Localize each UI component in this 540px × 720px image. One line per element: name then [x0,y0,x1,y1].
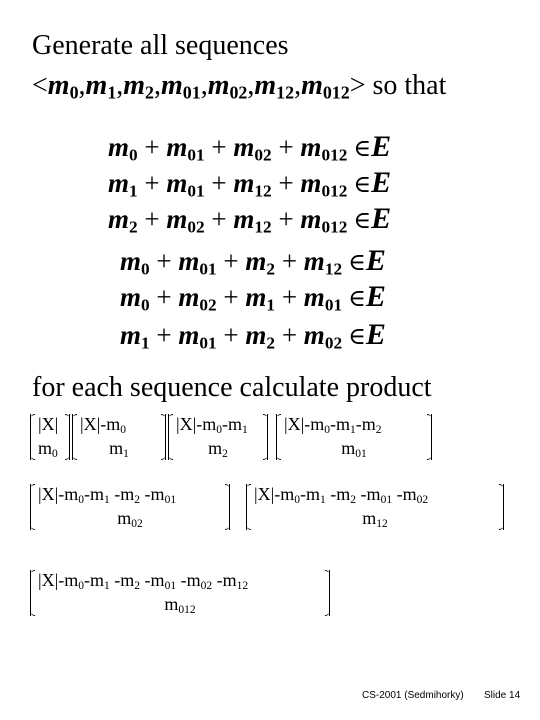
binomial-coefficient [276,414,432,460]
left-paren [246,484,254,530]
binomial-coefficient [72,414,166,460]
binomial-coefficient [30,484,230,530]
seq-variable [254,70,294,101]
var-subscript: 0 [129,145,138,165]
plus-sign: + [149,246,179,276]
var-base: m [120,282,142,312]
var-base: m [178,246,200,276]
binomial-top: $|X|-m_0$ [80,414,126,436]
binomial-top: |X| [38,414,59,434]
right-paren [322,570,330,616]
binom-subscript: 1 [123,447,129,460]
var-base: m [300,168,322,198]
condition-term [178,246,217,279]
condition-term [300,168,348,201]
binom-subscript: 01 [355,447,367,460]
binomial-top: $|X|-m_0-m_1$ $-m_2$ $-m_{01}$ [38,484,177,506]
footer-credit: CS-2001 (Sedmihorky) [362,690,464,701]
binomial-top: $|X|-m_0-m_1-m_2$ [284,414,382,436]
condition-term [245,320,276,353]
condition-term [300,132,348,165]
plus-sign: + [149,320,179,350]
var-base: m [178,282,200,312]
var-subscript: 01 [324,295,343,315]
condition-line [120,244,386,278]
condition-term [245,282,276,315]
var-subscript: 02 [187,217,205,237]
condition-term [233,204,272,237]
var-base: m [303,320,325,350]
var-base: m [245,282,267,312]
binom-subscript: 1 [104,493,110,506]
right-paren [222,484,230,530]
binomial-bottom: $m_2$ [208,438,228,460]
sequence-items [48,70,350,101]
left-paren [168,414,176,460]
seq-comma: , [200,70,208,101]
var-base: m [108,204,130,234]
plus-sign: + [216,320,246,350]
binom-subscript: 01 [164,493,177,506]
seq-variable [48,70,79,101]
binom-subscript: 1 [320,493,326,506]
plus-sign: + [204,132,234,162]
var-base: m [120,246,142,276]
binom-subscript: 12 [376,517,388,530]
seq-comma: , [294,70,302,101]
plus-sign: + [216,282,246,312]
condition-term [233,132,272,165]
sequence-definition [32,70,446,102]
product-heading: for each sequence calculate product [32,372,432,403]
set-e-symbol: E [371,130,392,163]
condition-term [108,168,138,201]
element-of-symbol: ∈ [342,324,366,350]
right-paren [62,414,70,460]
seq-variable [208,70,248,101]
left-paren [30,570,38,616]
condition-term [303,246,343,279]
var-base: m [300,132,322,162]
condition-term [300,204,348,237]
binomial-top: $|X|-m_0-m_1$ $-m_2$ $-m_{01}$ $-m_{02}$ [254,484,429,506]
condition-term [120,282,150,315]
var-base: m [233,132,255,162]
seq-comma: , [116,70,124,101]
set-e-symbol: E [371,202,392,235]
var-subscript: 1 [129,181,138,201]
var-base: m [245,320,267,350]
plus-sign: + [216,246,246,276]
plus-sign: + [271,168,301,198]
var-base: m [47,70,70,101]
binom-subscript: 1 [242,423,248,436]
condition-term [108,204,138,237]
seq-comma: , [154,70,161,101]
set-e-symbol: E [365,280,386,313]
var-base: m [301,70,323,101]
binom-subscript: 2 [134,579,141,592]
condition-term [303,282,343,315]
plus-sign: + [137,168,167,198]
plus-sign: + [275,282,304,312]
binomial-coefficient [30,414,70,460]
binomial-top: $|X|-m_0-m_1$ $-m_2$ $-m_{01}$ $-m_{02}$ $-m_{12}$ [38,570,249,592]
binom-subscript: 0 [78,493,84,506]
plus-sign: + [204,168,234,198]
binom-subscript: 0 [52,447,58,460]
plus-sign: + [149,282,179,312]
var-base: m [108,132,130,162]
binomial-bottom: $m_{12}$ [362,508,388,530]
var-subscript: 01 [182,82,201,103]
var-base: m [85,70,108,101]
condition-term [120,320,150,353]
binom-subscript: 0 [78,579,84,592]
binom-subscript: 1 [350,423,356,436]
right-paren [496,484,504,530]
binom-subscript: 1 [104,579,110,592]
condition-term [120,246,150,279]
footer-slide-number: Slide 14 [484,690,521,701]
seq-comma: , [78,70,86,101]
var-subscript: 012 [322,82,350,103]
plus-sign: + [137,132,167,162]
seq-variable [86,70,117,101]
binomial-bottom: $m_{01}$ [341,438,367,460]
element-of-symbol: ∈ [342,250,366,276]
plus-sign: + [275,246,304,276]
right-paren [260,414,268,460]
binom-subscript: 0 [324,423,330,436]
var-subscript: 1 [266,295,276,315]
condition-line [108,202,391,236]
var-subscript: 01 [199,333,217,353]
var-base: m [161,70,183,101]
var-subscript: 012 [321,181,348,201]
var-subscript: 1 [141,333,150,353]
var-base: m [166,168,188,198]
condition-term [233,168,272,201]
plus-sign: + [137,204,167,234]
binom-subscript: 2 [222,447,228,460]
element-of-symbol: ∈ [347,172,372,198]
seq-comma: , [247,70,255,101]
binom-subscript: 2 [375,423,382,436]
binomial-bottom: $m_0$ [38,438,58,460]
binom-subscript: 2 [134,493,141,506]
var-subscript: 0 [141,259,150,279]
binomial-coefficient [246,484,504,530]
var-base: m [178,320,200,350]
var-subscript: 012 [321,217,348,237]
left-paren [276,414,284,460]
element-of-symbol: ∈ [347,208,372,234]
var-base: m [245,246,267,276]
binom-subscript: 01 [380,493,393,506]
seq-suffix: so that [365,70,447,101]
set-e-symbol: E [365,318,386,351]
var-subscript: 02 [199,295,217,315]
plus-sign: + [271,204,301,234]
var-subscript: 02 [254,145,272,165]
seq-close-bracket: > [349,70,366,101]
seq-variable [161,70,201,101]
var-base: m [233,168,255,198]
condition-term [245,246,276,279]
left-paren [30,414,38,460]
binom-subscript: 01 [164,579,177,592]
condition-line [108,166,391,200]
var-base: m [254,70,277,101]
binomial-bottom: $m_1$ [109,438,129,460]
var-subscript: 2 [129,217,138,237]
binomial-bottom: $m_{012}$ [164,594,196,616]
seq-variable [301,70,350,101]
plus-sign: + [271,132,301,162]
left-paren [72,414,80,460]
condition-term [166,204,205,237]
right-paren [424,414,432,460]
plus-sign: + [204,204,234,234]
var-subscript: 01 [199,259,217,279]
binom-subscript: 0 [120,423,126,436]
condition-term [166,168,205,201]
binom-subscript: 012 [178,603,196,616]
var-subscript: 2 [145,82,154,103]
var-base: m [233,204,255,234]
var-subscript: 01 [187,145,205,165]
var-base: m [207,70,230,101]
slide-title-line1: Generate all sequences [32,30,289,61]
binomial-coefficient [168,414,268,460]
var-subscript: 01 [187,181,205,201]
var-base: m [303,282,325,312]
condition-line [108,130,391,164]
var-subscript: 02 [324,333,343,353]
var-subscript: 2 [266,259,276,279]
var-base: m [300,204,322,234]
right-paren [158,414,166,460]
var-subscript: 12 [254,217,272,237]
condition-line [120,280,386,314]
binom-subscript: 0 [294,493,300,506]
seq-open-bracket: < [32,70,48,101]
binomial-top: $|X|-m_0-m_1$ [176,414,248,436]
var-base: m [123,70,146,101]
binom-subscript: 12 [236,579,249,592]
var-base: m [120,320,142,350]
var-subscript: 12 [276,82,295,103]
binom-subscript: 02 [416,493,429,506]
condition-term [303,320,343,353]
var-subscript: 12 [254,181,272,201]
element-of-symbol: ∈ [347,136,372,162]
set-e-symbol: E [371,166,392,199]
binom-subscript: 0 [216,423,222,436]
var-subscript: 02 [229,82,248,103]
var-subscript: 012 [321,145,348,165]
var-subscript: 2 [266,333,276,353]
condition-term [178,282,217,315]
var-base: m [108,168,130,198]
var-subscript: 0 [69,82,79,103]
binomial-coefficient [30,570,330,616]
var-base: m [303,246,325,276]
var-subscript: 12 [324,259,343,279]
var-base: m [166,204,188,234]
element-of-symbol: ∈ [342,286,366,312]
condition-term [166,132,205,165]
condition-line [120,318,386,352]
binom-subscript: 02 [131,517,143,530]
binom-subscript: 02 [200,579,213,592]
binomial-bottom: $m_{02}$ [117,508,143,530]
set-e-symbol: E [365,244,386,277]
seq-variable [123,70,154,101]
var-subscript: 1 [107,82,117,103]
var-base: m [166,132,188,162]
condition-term [178,320,217,353]
plus-sign: + [275,320,304,350]
binom-subscript: 2 [350,493,357,506]
condition-term [108,132,138,165]
left-paren [30,484,38,530]
var-subscript: 0 [141,295,150,315]
